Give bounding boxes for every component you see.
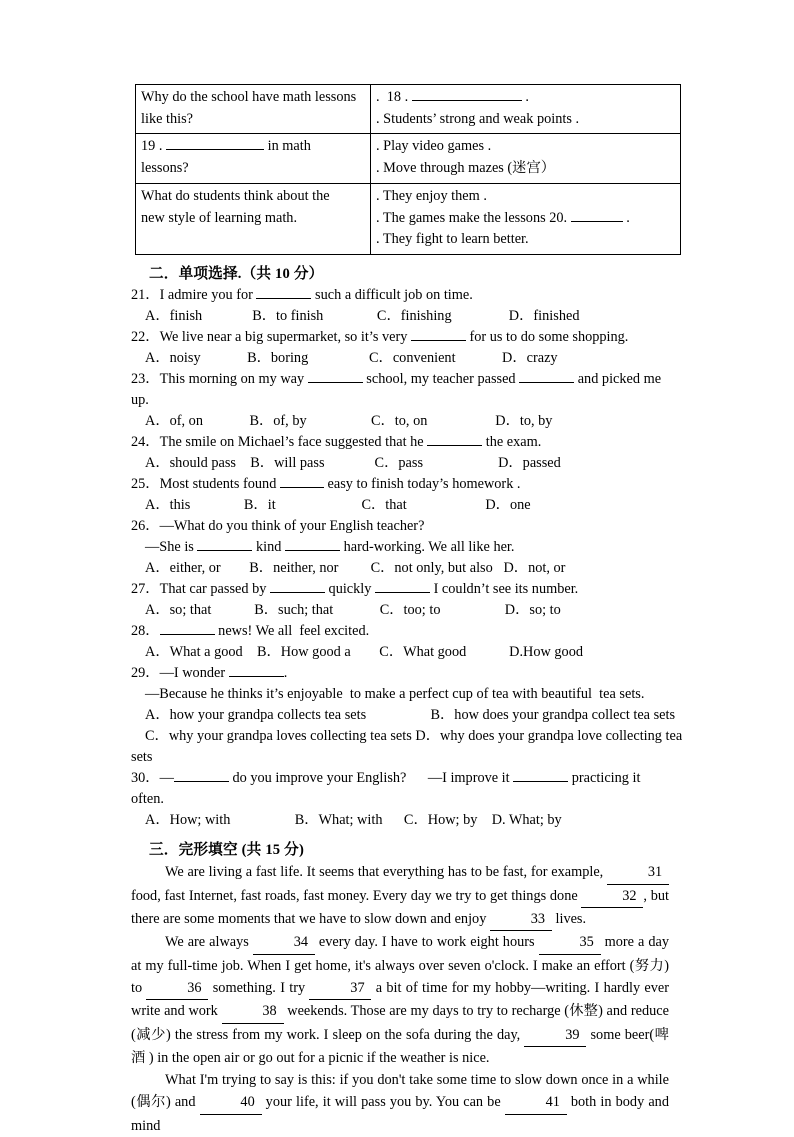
stem-text: the exam.: [482, 434, 542, 451]
stem-text: for us to do some shopping.: [465, 329, 629, 346]
fill-in-blank-22[interactable]: [411, 340, 466, 341]
question-30-options[interactable]: A．How; with B．What; with C．How; by D. What; by: [145, 812, 562, 829]
question-27-options[interactable]: A．so; that B．such; that C．too; to D．so; to: [145, 602, 561, 619]
fill-in-blank-26a[interactable]: [197, 550, 252, 551]
table-cell-answer: [371, 85, 681, 134]
question-number: 24．: [131, 434, 160, 451]
answer-line: . They fight to learn better.: [376, 231, 529, 248]
question-number: 28．: [131, 623, 160, 640]
question-line: new style of learning math.: [141, 209, 298, 226]
cloze-blank-38[interactable]: 38: [222, 1000, 284, 1023]
question-22-stem: [131, 327, 669, 348]
question-22-options[interactable]: A．noisy B．boring C．convenient D．crazy: [145, 350, 558, 367]
question-number: 25．: [131, 476, 160, 493]
cloze-blank-41[interactable]: 41: [505, 1091, 567, 1114]
fill-in-blank-20[interactable]: [571, 221, 623, 222]
question-number: 23．: [131, 371, 160, 388]
question-28-options[interactable]: A．What a good B．How good a C．What good D.How good: [145, 644, 583, 661]
reading-qa-table: [135, 84, 681, 255]
question-23-options[interactable]: A．of, on B．of, by C．to, on D．to, by: [145, 413, 553, 430]
answer-line: . Move through mazes (迷宫）: [376, 160, 556, 177]
table-row: [136, 134, 681, 183]
fill-in-blank-30b[interactable]: [513, 781, 568, 782]
table-cell-question: [136, 134, 371, 183]
stem-text: Most students found: [159, 476, 280, 493]
cloze-paragraph: We are living a fast life. It seems that everything has to be fast, for example, 31 food, fast Internet, fast roads, fast money. Every day we try to get things done 32 , but there are some moments that we have to slow down and enjoy 33 lives.: [131, 861, 669, 931]
fill-in-blank-30a[interactable]: [174, 781, 229, 782]
question-line: Why do the school have math lessons: [141, 89, 357, 105]
question-line: [141, 136, 366, 158]
stem-text: I couldn’t see its number.: [430, 581, 579, 598]
question-number: 27．: [131, 581, 160, 598]
answer-line: . They enjoy them .: [376, 187, 487, 204]
question-21-stem: [131, 285, 669, 306]
section-three-heading: 三．完形填空 (共 15 分): [149, 842, 305, 859]
question-30-stem: [131, 768, 669, 810]
stem-text: practicing it often.: [131, 770, 645, 808]
stem-text: hard-working. We all like her.: [340, 539, 515, 556]
stem-text: easy to finish today’s homework .: [323, 476, 521, 493]
fill-in-blank-26b[interactable]: [285, 550, 340, 551]
cloze-blank-32[interactable]: 32: [581, 885, 643, 908]
question-number: 30．: [131, 770, 160, 787]
stem-text: That car passed by: [159, 581, 270, 598]
cloze-blank-40[interactable]: 40: [200, 1091, 262, 1114]
table-row: [136, 85, 681, 134]
stem-text: do you improve your English? —I improve it: [228, 770, 514, 787]
table-body: [136, 85, 681, 255]
cloze-passage: [131, 861, 669, 1137]
cloze-paragraph: We are always 34 every day. I have to work eight hours 35 more a day at my full-time job. When I get home, it's always over seven o'clock. I make an effort (努力) to 36 something. I try 37 a bit of time for my hobby—writing. I hardly ever write and work 38 weekends. Those are my days to try to recharge (休整) and reduce (减少) the stress from my work. I sleep on the sofa during the day, 39 some beer(啤酒 ) in the open air or go out for a picnic if the weather is nice.: [131, 931, 669, 1069]
question-29-options-line3[interactable]: sets: [131, 749, 153, 766]
question-29-options-line2[interactable]: C．why your grandpa loves collecting tea sets D．why does your grandpa love collecting tea: [145, 728, 683, 745]
cloze-paragraph: What I'm trying to say is this: if you don't take some time to slow down once in a while (偶尔) and 40 your life, it will pass you by. You can be 41 both in body and mind: [131, 1072, 669, 1134]
stem-text: I admire you for: [159, 287, 257, 304]
fill-in-blank-25[interactable]: [280, 487, 324, 488]
question-29-options-line1[interactable]: A．how your grandpa collects tea sets B．how does your grandpa collect tea sets: [145, 707, 676, 724]
question-26-options[interactable]: A．either, or B．neither, nor C．not only, but also D．not, or: [145, 560, 566, 577]
stem-text: quickly: [324, 581, 376, 598]
table-cell-question: [136, 183, 371, 254]
question-25-options[interactable]: A．this B．it C．that D．one: [145, 497, 531, 514]
answer-suffix: .: [626, 209, 630, 226]
table-cell-answer: [371, 134, 681, 183]
table-row: [136, 183, 681, 254]
answer-line: [376, 87, 676, 109]
cloze-blank-33[interactable]: 33: [490, 908, 552, 931]
answer-line: [376, 208, 676, 230]
stem-text: such a difficult job on time.: [311, 287, 473, 304]
fill-in-blank-29[interactable]: [229, 676, 284, 677]
fill-in-blank-18[interactable]: [412, 100, 522, 101]
question-number: 21．: [131, 287, 160, 304]
question-line: What do students think about the: [141, 187, 330, 204]
stem-text: kind: [252, 539, 286, 556]
question-21-options[interactable]: A．finish B．to finish C．finishing D．finished: [145, 308, 580, 325]
question-24-stem: [131, 432, 669, 453]
question-29-stem: [131, 663, 669, 684]
question-25-stem: [131, 474, 669, 495]
fill-in-blank-23a[interactable]: [308, 382, 363, 383]
answer-prefix: . The games make the lessons 20.: [376, 209, 568, 226]
question-24-options[interactable]: A．should pass B．will pass C．pass D．passed: [145, 455, 561, 472]
question-26-stem: [131, 516, 669, 537]
fill-in-blank-21[interactable]: [256, 298, 311, 299]
question-suffix: in math: [264, 138, 311, 155]
question-number: 29．: [131, 665, 160, 682]
cloze-blank-31[interactable]: 31: [607, 861, 669, 884]
question-28-stem: [131, 621, 669, 642]
question-26-stem-line2: [131, 537, 669, 558]
stem-text: The smile on Michael’s face suggested that he: [159, 434, 428, 451]
fill-in-blank-28[interactable]: [160, 634, 215, 635]
stem-text: —She is: [145, 539, 198, 556]
fill-in-blank-27b[interactable]: [375, 592, 430, 593]
fill-in-blank-27a[interactable]: [270, 592, 325, 593]
question-27-stem: [131, 579, 669, 600]
fill-in-blank-24[interactable]: [427, 445, 482, 446]
cloze-blank-39[interactable]: 39: [524, 1024, 586, 1047]
answer-prefix: . 18 .: [376, 89, 409, 105]
table-cell-question: [136, 85, 371, 134]
question-number: 22．: [131, 329, 160, 346]
question-number: 19 .: [141, 138, 163, 155]
question-line: lessons?: [141, 160, 189, 177]
stem-text: school, my teacher passed: [362, 371, 520, 388]
answer-line: . Students’ strong and weak points .: [376, 110, 580, 127]
stem-text: —What do you think of your English teacher?: [159, 518, 425, 535]
page-content: [131, 84, 683, 1137]
cloze-blank-34[interactable]: 34: [253, 931, 315, 954]
fill-in-blank-19[interactable]: [166, 149, 264, 150]
cloze-blank-37[interactable]: 37: [309, 977, 371, 1000]
multiple-choice-list: [131, 285, 683, 831]
answer-line: . Play video games .: [376, 138, 492, 155]
question-line: like this?: [141, 110, 194, 127]
question-23-stem: [131, 369, 669, 411]
answer-suffix: .: [525, 89, 529, 105]
cloze-blank-36[interactable]: 36: [146, 977, 208, 1000]
stem-text: .: [283, 665, 288, 682]
stem-text: We live near a big supermarket, so it’s very: [159, 329, 411, 346]
stem-text: —I wonder: [159, 665, 229, 682]
stem-text: news! We all feel excited.: [214, 623, 370, 640]
section-two-heading: 二．单项选择.（共 10 分）: [149, 266, 324, 283]
stem-text: and picked me up.: [131, 371, 665, 409]
stem-text: —: [159, 770, 174, 787]
table-cell-answer: [371, 183, 681, 254]
question-29-stem-line2: —Because he thinks it’s enjoyable to make a perfect cup of tea with beautiful tea sets.: [145, 686, 645, 703]
cloze-blank-35[interactable]: 35: [539, 931, 601, 954]
question-number: 26．: [131, 518, 160, 535]
fill-in-blank-23b[interactable]: [519, 382, 574, 383]
stem-text: This morning on my way: [159, 371, 308, 388]
